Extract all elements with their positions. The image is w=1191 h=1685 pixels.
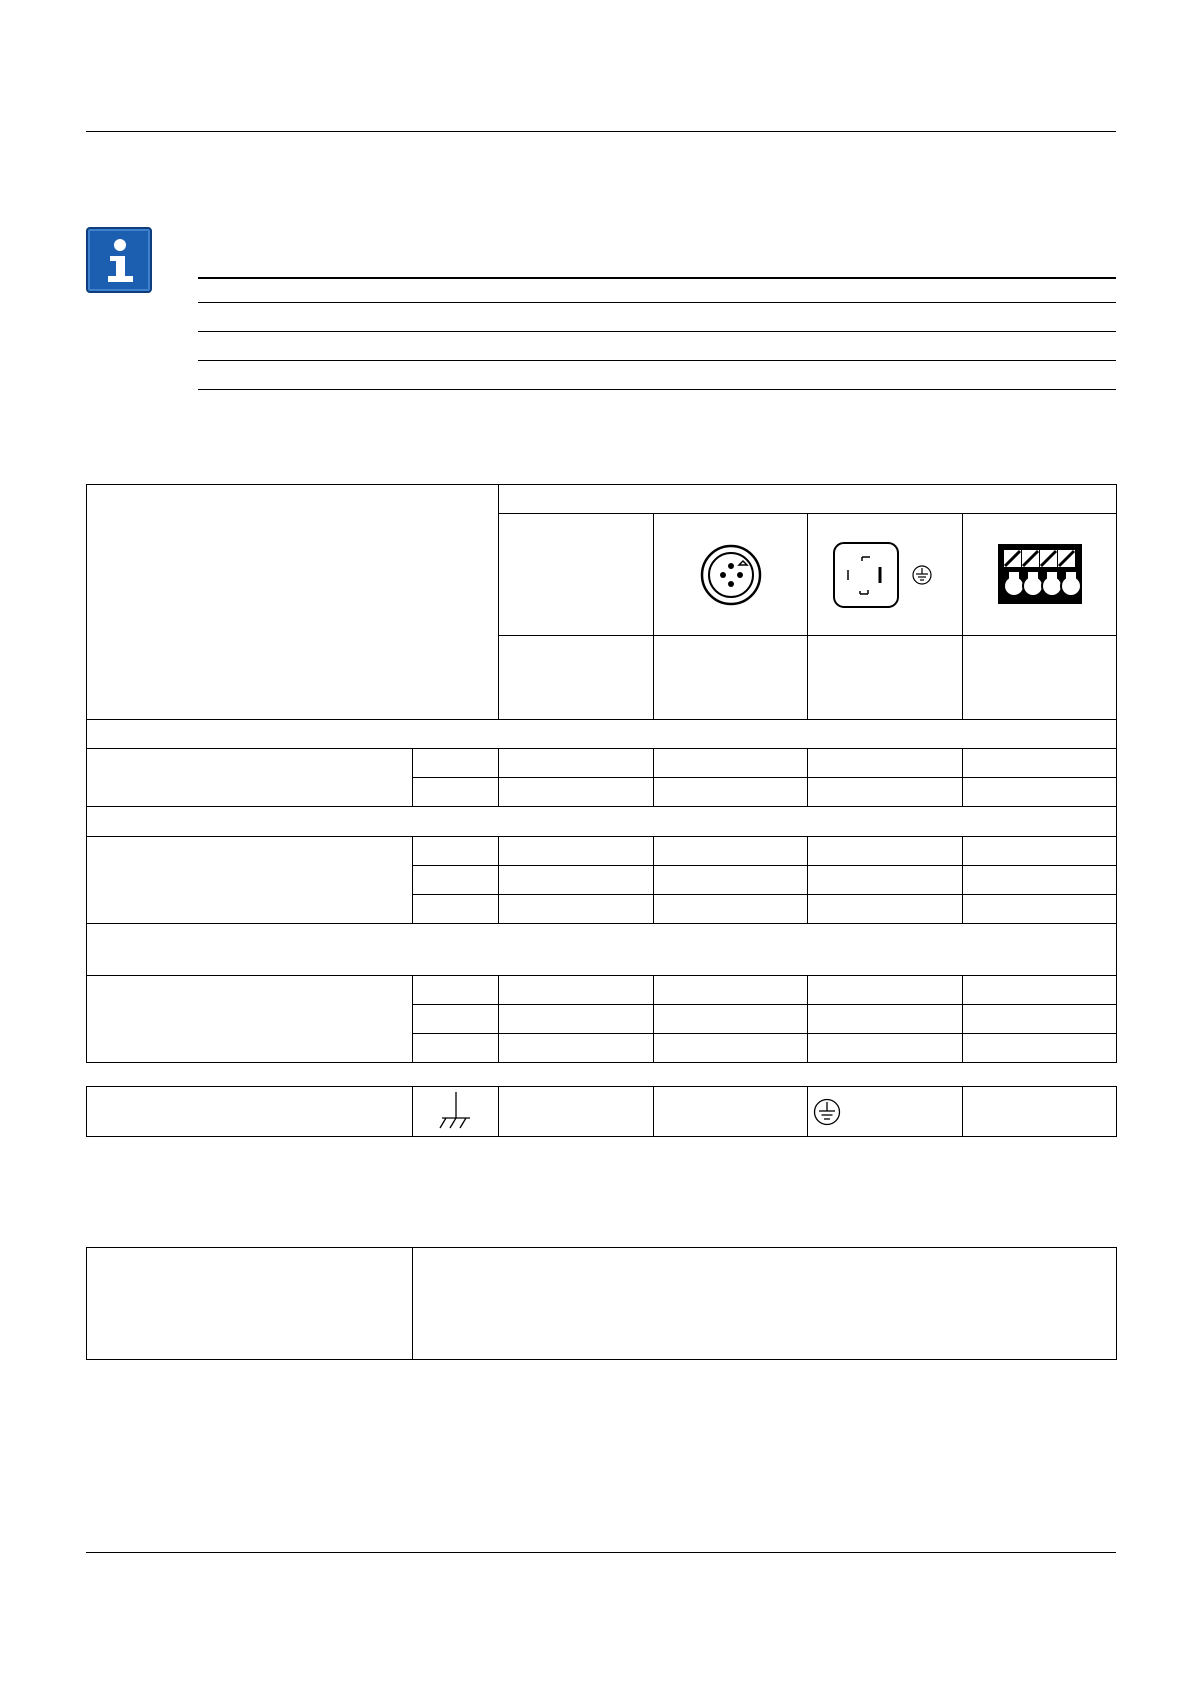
table-cell [654,749,808,778]
table-cell [963,778,1117,807]
table-cell [413,1005,499,1034]
section-header-row [87,807,1117,837]
info-box-content-cell [413,1248,1117,1360]
table-cell [963,866,1117,895]
note-table-row-rule [198,360,1116,361]
table-cell [499,778,654,807]
table-cell [963,1034,1117,1063]
table-cell [808,866,963,895]
connection-table [86,484,1117,1063]
table-cell [963,1087,1117,1137]
table-cell [963,1005,1117,1034]
section-row-label [87,749,413,807]
table-cell [654,1087,808,1137]
ground-table [86,1086,1117,1137]
table-cell [808,976,963,1005]
note-table-row-rule [198,302,1116,303]
table-cell [963,895,1117,924]
table-cell [654,895,808,924]
square-plug-connector-icon [830,539,940,611]
section-header-row [87,720,1117,749]
table-cell [808,837,963,866]
connector-cell-terminal [963,514,1117,636]
connector-label-cell [654,636,808,720]
table-cell [499,749,654,778]
table-cell [499,1087,654,1137]
note-table-row-rule [198,331,1116,332]
table-cell [413,895,499,924]
protective-earth-icon [812,1097,842,1127]
table-cell [413,778,499,807]
table-cell [413,837,499,866]
footer-rule [86,1552,1116,1553]
table-cell [654,778,808,807]
table-cell [963,837,1117,866]
table-cell [963,976,1117,1005]
table-cell [499,866,654,895]
protective-earth-cell [808,1087,963,1137]
table-cell [654,976,808,1005]
table-cell [808,1034,963,1063]
table-cell [808,749,963,778]
table-cell [654,866,808,895]
note-table-row-rule [198,389,1116,390]
connector-cell-square [808,514,963,636]
table-cell [413,1034,499,1063]
info-box-table [86,1247,1117,1360]
section-header-row [87,924,1117,976]
table-cell [499,837,654,866]
header-rule [86,131,1116,132]
table-cell [808,1005,963,1034]
connector-cell-blank [499,514,654,636]
table-cell [654,837,808,866]
table-cell [413,749,499,778]
table-header-connection-type [499,485,1117,514]
note-table-top-rule [198,277,1116,279]
info-box-label-cell [87,1248,413,1360]
ground-symbol-cell [413,1087,499,1137]
ground-symbol-icon [436,1090,476,1134]
table-cell [413,976,499,1005]
section-row-label [87,837,413,924]
connector-label-cell [499,636,654,720]
connector-cell-round [654,514,808,636]
table-cell [963,749,1117,778]
table-cell [499,895,654,924]
spring-terminal-block-icon [996,542,1084,608]
table-cell [499,976,654,1005]
ground-label-cell [87,1087,413,1137]
table-cell [499,1034,654,1063]
table-cell [808,778,963,807]
section-row-label [87,976,413,1063]
table-cell [654,1034,808,1063]
info-icon [86,227,152,293]
table-cell [499,1005,654,1034]
table-cell [413,866,499,895]
table-cell [808,895,963,924]
table-header-description [87,485,499,720]
connector-label-cell [963,636,1117,720]
m12-round-connector-icon [699,543,763,607]
connector-label-cell [808,636,963,720]
table-cell [654,1005,808,1034]
